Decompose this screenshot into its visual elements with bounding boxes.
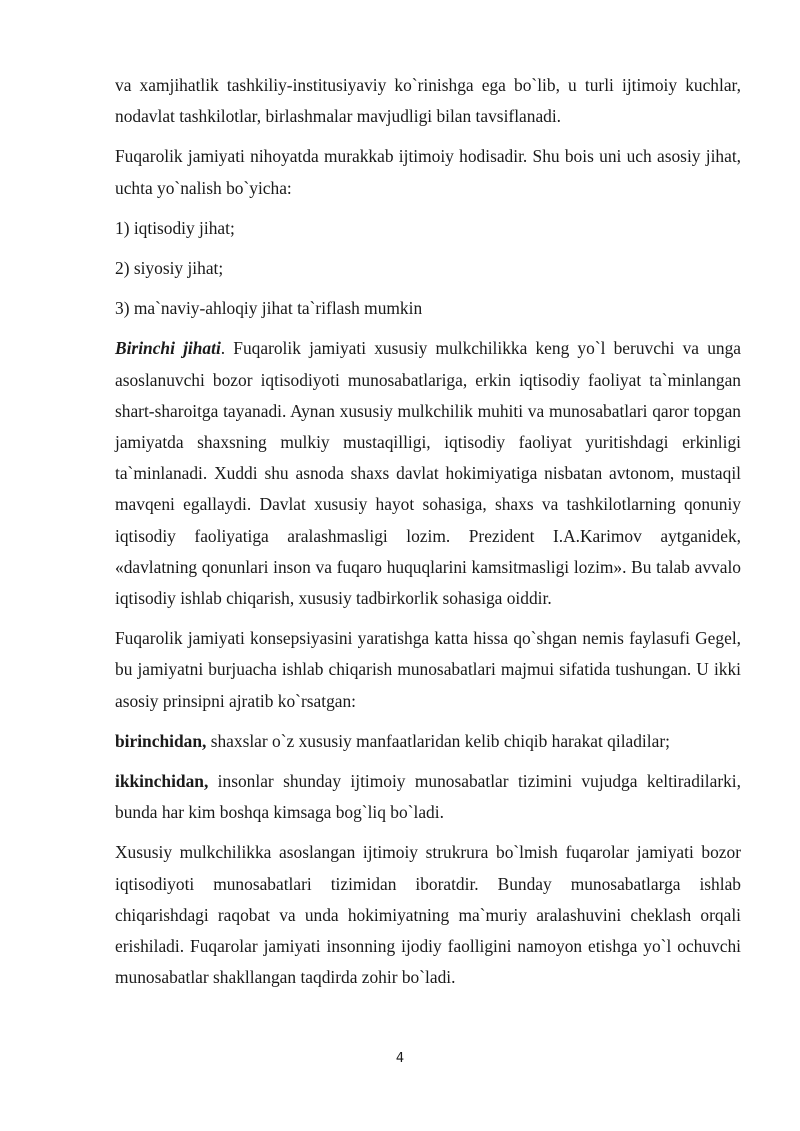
list-item-moral: 3) ma`naviy-ahloqiy jihat ta`riflash mumkin (115, 298, 423, 319)
paragraph-firstly (115, 726, 741, 757)
paragraph-secondly (115, 766, 741, 828)
paragraph-first-aspect (115, 333, 741, 614)
secondly-text: insonlar shunday ijtimoiy munosabatlar tizimini vujudga keltiradilarki, bunda har kim boshqa kimsaga bog`liq bo`ladi. (115, 771, 741, 823)
paragraph-private-property: Xususiy mulkchilikka asoslangan ijtimoiy strukrura bo`lmish fuqarolar jamiyati bozor iqtisodiyoti munosabatlari tizimidan iboratdir. Bunday munosabatlarga ishlab chiqarishdagi raqobat va unda hokimiyatning ma`muriy aralashuvini cheklash orqali erishiladi. Fuqarolar jamiyati insonning ijodiy faolligini namoyon etishga yo`l ochuvchi munosabatlar shakllangan taqdirda zohir bo`ladi. (115, 842, 741, 988)
page-number: 4 (395, 1051, 405, 1066)
first-aspect-heading: Birinchi jihati (115, 338, 221, 359)
document-body (115, 70, 741, 1002)
paragraph-aspects: Fuqarolik jamiyati nihoyatda murakkab ijtimoiy hodisadir. Shu bois uni uch asosiy jihat, uchta yo`nalish bo`yicha: (115, 146, 741, 198)
first-aspect-text: . Fuqarolik jamiyati xususiy mulkchilikka keng yo`l beruvchi va unga asoslanuvchi bozor iqtisodiyoti munosabatlariga, erkin iqtisodiy faoliyat ta`minlangan shart-sharoitga tayanadi. Aynan xususiy mulkchilik muhiti va munosabatlari qaror topgan jamiyatda shaxsning mulkiy mustaqilligi, iqtisodiy faoliyat yuritishdagi erkinligi ta`minlanadi. Xuddi shu asnoda shaxs davlat hokimiyatiga nisbatan avtonom, mustaqil mavqeni egallaydi. Davlat xususiy hayot sohasiga, shaxs va tashkilotlarning qonuniy iqtisodiy faoliyatiga aralashmasligi lozim. Prezident I.A.Karimov aytganidek, «davlatning qonunlari inson va fuqaro huquqlarini kamsitmasligi lozim». Bu talab avvalo iqtisodiy ishlab chiqarish, xususiy tadbirkorlik sohasiga oiddir. (115, 338, 741, 609)
paragraph-hegel: Fuqarolik jamiyati konsepsiyasini yaratishga katta hissa qo`shgan nemis faylasufi Gegel, bu jamiyatni burjuacha ishlab chiqarish munosabatlari majmui sifatida tushungan. U ikki asosiy prinsipni ajratib ko`rsatgan: (115, 628, 741, 711)
list-item-political: 2) siyosiy jihat; (115, 258, 224, 279)
firstly-lead: birinchidan, (115, 730, 207, 751)
secondly-lead: ikkinchidan, (115, 771, 209, 792)
list-item-economic: 1) iqtisodiy jihat; (115, 217, 235, 238)
paragraph-intro: va xamjihatlik tashkiliy-institusiyaviy ko`rinishga ega bo`lib, u turli ijtimoiy kuchlar, nodavlat tashkilotlar, birlashmalar mavjudligi bilan tavsiflanadi. (115, 75, 741, 127)
firstly-text: shaxslar o`z xususiy manfaatlaridan kelib chiqib harakat qiladilar; (206, 730, 670, 751)
